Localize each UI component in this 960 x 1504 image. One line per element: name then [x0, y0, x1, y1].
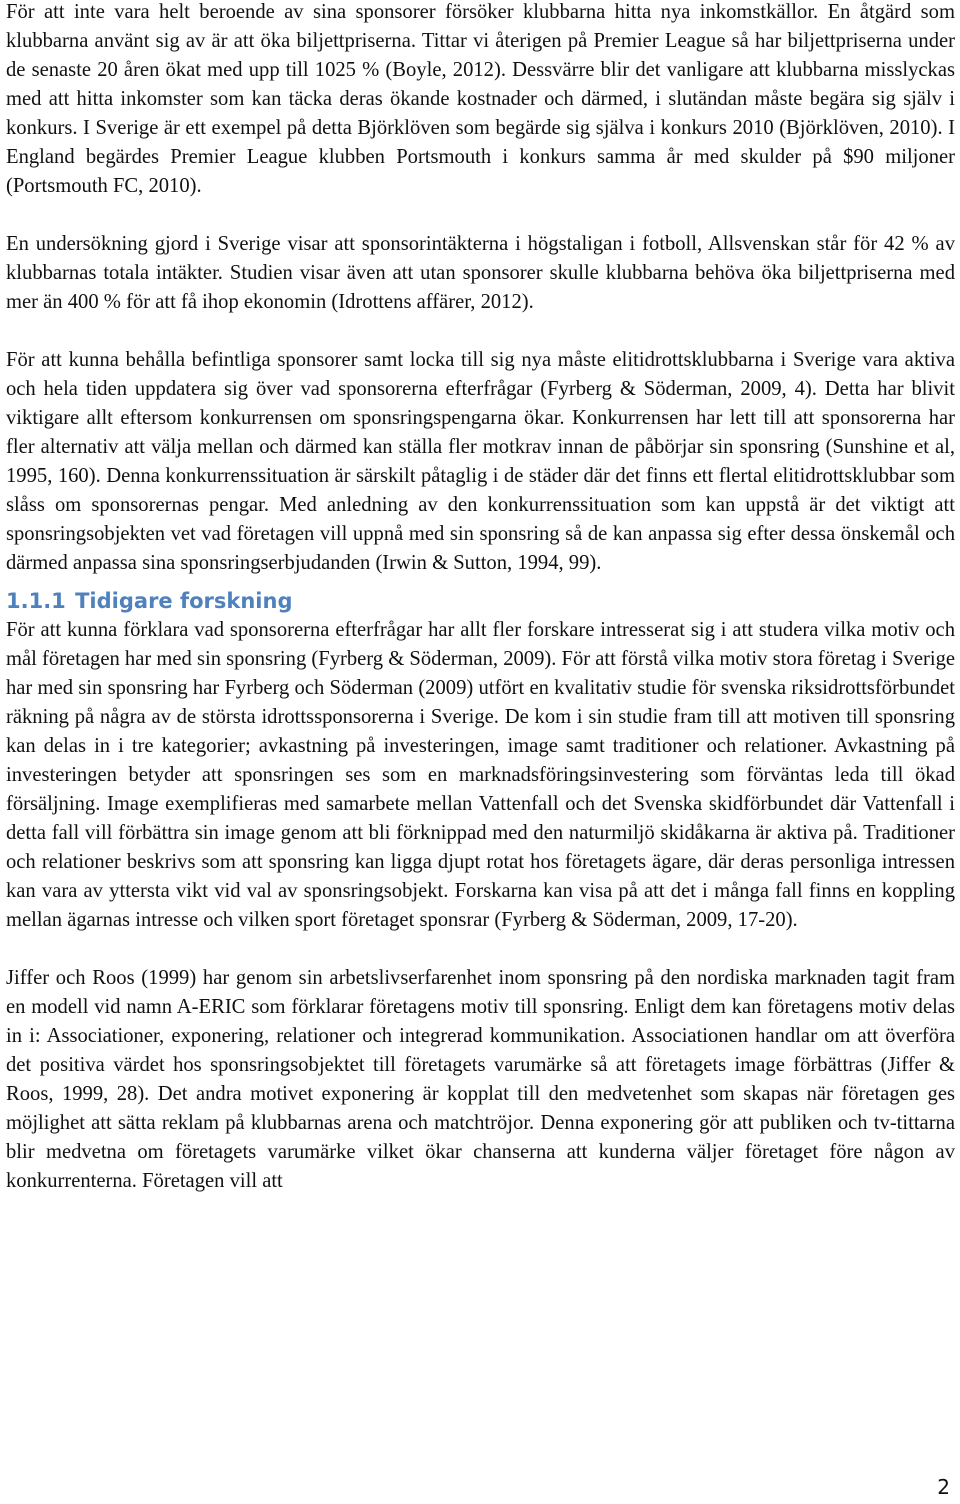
paragraph-gap [6, 935, 955, 964]
paragraph-survey: En undersökning gjord i Sverige visar att sponsorintäkterna i högstaligan i fotboll, Allsvenskan står för 42 % av klubbarnas totala intäkter. Studien visar även att utan sponsorer skulle klubbarna behöva öka biljettpriserna med mer än 400 % för att få ihop ekonomin (Idrottens affärer, 2012). [6, 233, 955, 313]
paragraph-previous-research: För att kunna förklara vad sponsorerna efterfrågar har allt fler forskare intresserat sig i att studera vilka motiv och mål företagen har med sin sponsring (Fyrberg & Söderman, 2009). För att förstå vilka motiv stora företag i Sverige har med sin sponsring har Fyrberg och Söderman (2009) utfört en kvalitativ studie för svenska riksidrottsförbundet räkning på några av de största idrottssponsorerna i Sverige. De kom i sin studie fram till att motiven till sponsring kan delas in i tre kategorier; avkastning på investeringen, image samt traditioner och relationer. Avkastning på investeringen betyder att sponsringen ses som en marknadsföringsinvestering som förväntas leda till ökad försäljning. Image exemplifieras med samarbete mellan Vattenfall och det Svenska skidförbundet där Vattenfall i detta fall vill förbättra sin image genom att bli förknippad med den naturmiljö skidåkarna är aktiva på. Traditioner och relationer beskrivs som att sponsring kan ligga djupt rotat hos företagets ägare, där deras personliga intressen kan vara av yttersta vikt vid val av sponsringsobjekt. Forskarna kan visa på att det i många fall finns en koppling mellan ägarnas intresse och vilken sport företaget sponsrar (Fyrberg & Söderman, 2009, 17-20). [6, 619, 956, 931]
paragraph-a-eric-model: Jiffer och Roos (1999) har genom sin arbetslivserfarenhet inom sponsring på den nordiska marknaden tagit fram en modell vid namn A-ERIC som förklarar företagens motiv till sponsring. Enligt dem kan företagens motiv delas in i: Associationer, exponering, relationer och integrerad kommunikation. Associationen handlar om att överföra det positiva värdet hos sponsringsobjektet till företagets varumärke så att företagets image förbättras (Jiffer & Roos, 1999, 28). Det andra motivet exponering är kopplat till den medvetenhet som skapas när företagen ges möjlighet att sätta reklam på klubbarnas arena och matchtröjor. Denna exponering gör att publiken och tv-tittarna blir medvetna om företagets varumärke vilket ökar chanserna att kunderna väljer företaget före någon av konkurrenterna. Företagen vill att [6, 967, 955, 1192]
paragraph-gap [6, 317, 955, 346]
section-title: Tidigare forskning [75, 589, 293, 613]
page-number: 2 [937, 1475, 950, 1499]
paragraph-gap [6, 201, 955, 230]
paragraph-ticket-prices: För att inte vara helt beroende av sina sponsorer försöker klubbarna hitta nya inkomstkällor. En åtgärd som klubbarna använt sig av är att öka biljettpriserna. Tittar vi återigen på Premier League så har biljettpriserna under de senaste 20 åren ökat med upp till 1025 % (Boyle, 2012). Dessvärre blir det vanligare att klubbarna misslyckas med att hitta inkomster som kan täcka deras ökande kostnader och därmed, i slutändan måste begära sig själv i konkurs. I Sverige är ett exempel på detta Björklöven som begärde sig själva i konkurs 2010 (Björklöven, 2010). I England begärdes Premier League klubben Portsmouth i konkurs samma år med skulder på $90 miljoner (Portsmouth FC, 2010). [6, 1, 955, 197]
document-page [6, 0, 955, 1196]
section-number: 1.1.1 [6, 589, 66, 613]
section-heading [6, 586, 955, 616]
paragraph-sponsor-competition: För att kunna behålla befintliga sponsorer samt locka till sig nya måste elitidrottsklubbarna i Sverige vara aktiva och hela tiden uppdatera sig över vad sponsorerna efterfrågar (Fyrberg & Söderman, 2009, 4). Detta har blivit viktigare allt eftersom konkurrensen om sponsringspengarna ökar. Konkurrensen har lett till att sponsorerna har fler alternativ att välja mellan och därmed kan ställa fler motkrav innan de påbörjar sin sponsring (Sunshine et al, 1995, 160). Denna konkurrenssituation är särskilt påtaglig i de städer där det finns ett flertal elitidrottsklubbar som slåss om sponsorernas pengar. Med anledning av den konkurrenssituation som kan uppstå är det viktigt att sponsringsobjekten vet vad företagen vill uppnå med sin sponsring så de kan anpassa sig efter dessa önskemål och därmed anpassa sina sponsringserbjudanden (Irwin & Sutton, 1994, 99). [6, 349, 955, 574]
